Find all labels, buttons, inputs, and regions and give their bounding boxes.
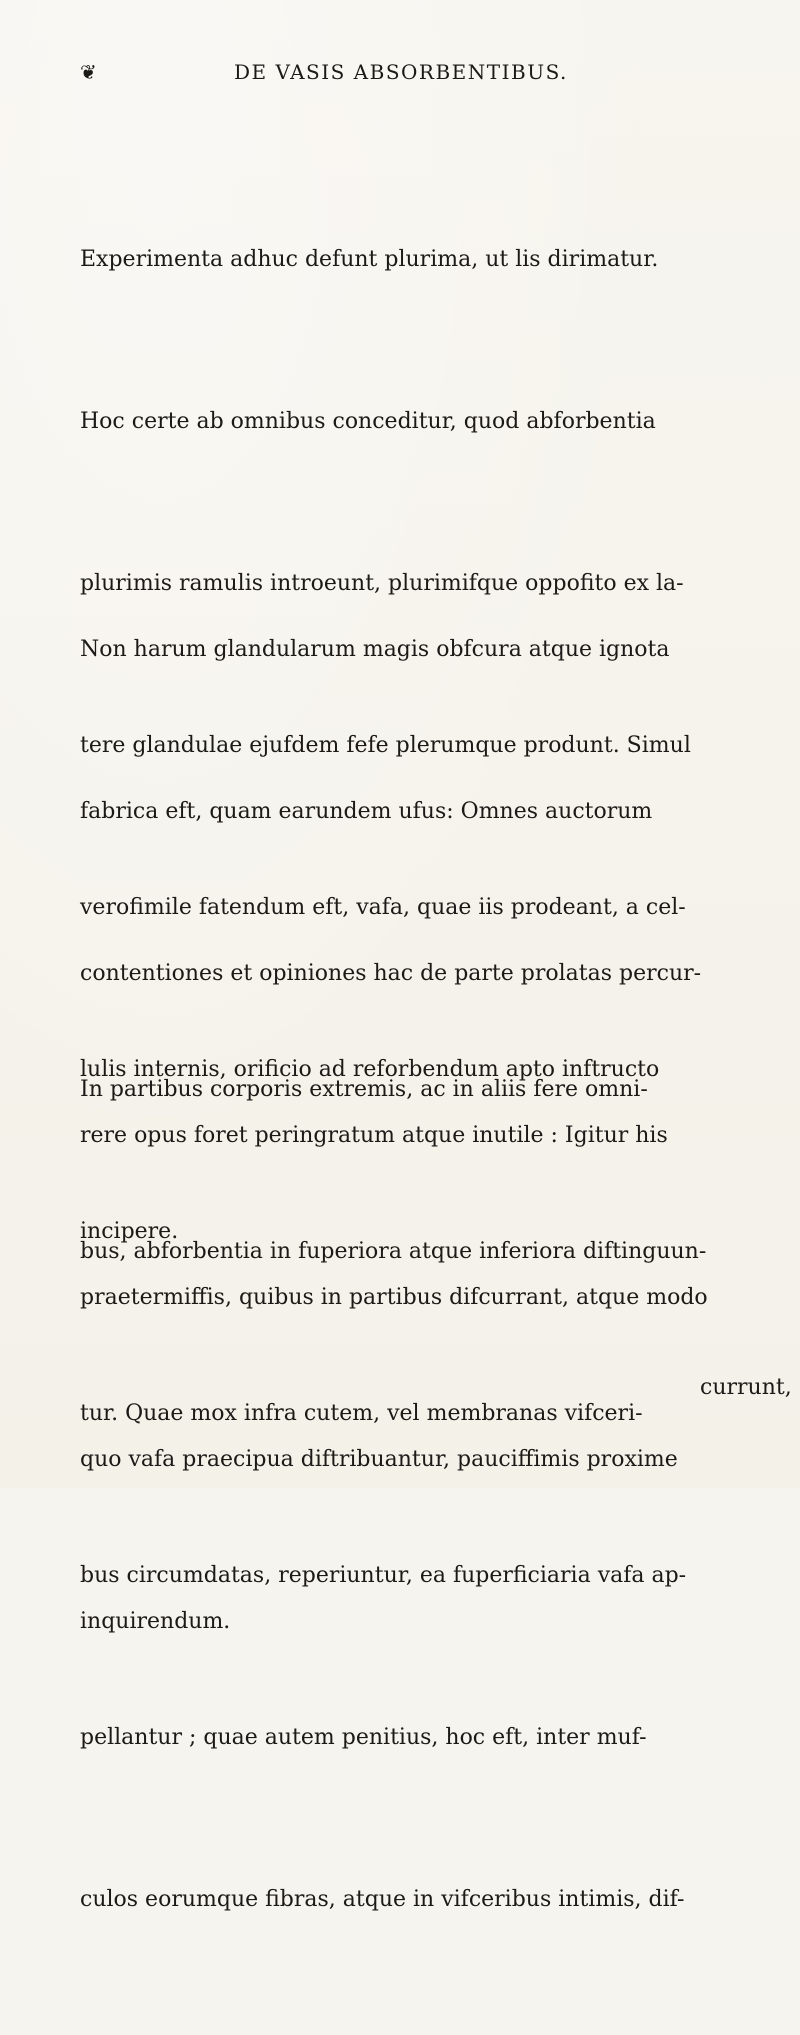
text-line: rere opus foret peringratum atque inutile : Igitur his <box>80 1123 668 1148</box>
text-line: culos eorumque fibras, atque in vifceribus intimis, dif- <box>80 1887 685 1912</box>
text-line: fabrica eft, quam earundem ufus: Omnes auctorum <box>80 799 653 824</box>
paragraph-3 <box>80 955 780 2035</box>
text-line: praetermiffis, quibus in partibus difcurrant, atque modo <box>80 1285 708 1310</box>
text-line: incipere. <box>80 1219 179 1244</box>
page-header <box>80 60 720 90</box>
text-line: tere glandulae ejufdem fefe plerumque produnt. Simul <box>80 733 691 758</box>
text-line: lulis internis, orificio ad reforbendum apto inftructo <box>80 1057 660 1082</box>
text-line: plurimis ramulis introeunt, plurimifque oppofito ex la- <box>80 571 684 596</box>
ornament-icon: ❦ <box>80 60 98 84</box>
text-line: contentiones et opiniones hac de parte prolatas percur- <box>80 961 702 986</box>
text-line: Experimenta adhuc defunt plurima, ut lis dirimatur. <box>80 247 659 272</box>
catchword: currunt, <box>700 1375 792 1400</box>
text-line: verofimile fatendum eft, vafa, quae iis prodeant, a cel- <box>80 895 686 920</box>
text-line: In partibus corporis extremis, ac in aliis fere omni- <box>80 1077 648 1102</box>
text-line: bus circumdatas, reperiuntur, ea fuperficiaria vafa ap- <box>80 1563 687 1588</box>
text-line: inquirendum. <box>80 1609 231 1634</box>
text-line: Non harum glandularum magis obfcura atque ignota <box>80 637 670 662</box>
text-line: pellantur ; quae autem penitius, hoc eft, inter muf- <box>80 1725 647 1750</box>
text-line: quo vafa praecipua diftribuantur, pauciffimis proxime <box>80 1447 678 1472</box>
running-title: DE VASIS ABSORBENTIBUS. <box>234 60 568 84</box>
text-line: bus, abforbentia in fuperiora atque inferiora diftinguun- <box>80 1239 707 1264</box>
text-line: Hoc certe ab omnibus conceditur, quod abforbentia <box>80 409 656 434</box>
text-line: tur. Quae mox infra cutem, vel membranas vifceri- <box>80 1401 643 1426</box>
